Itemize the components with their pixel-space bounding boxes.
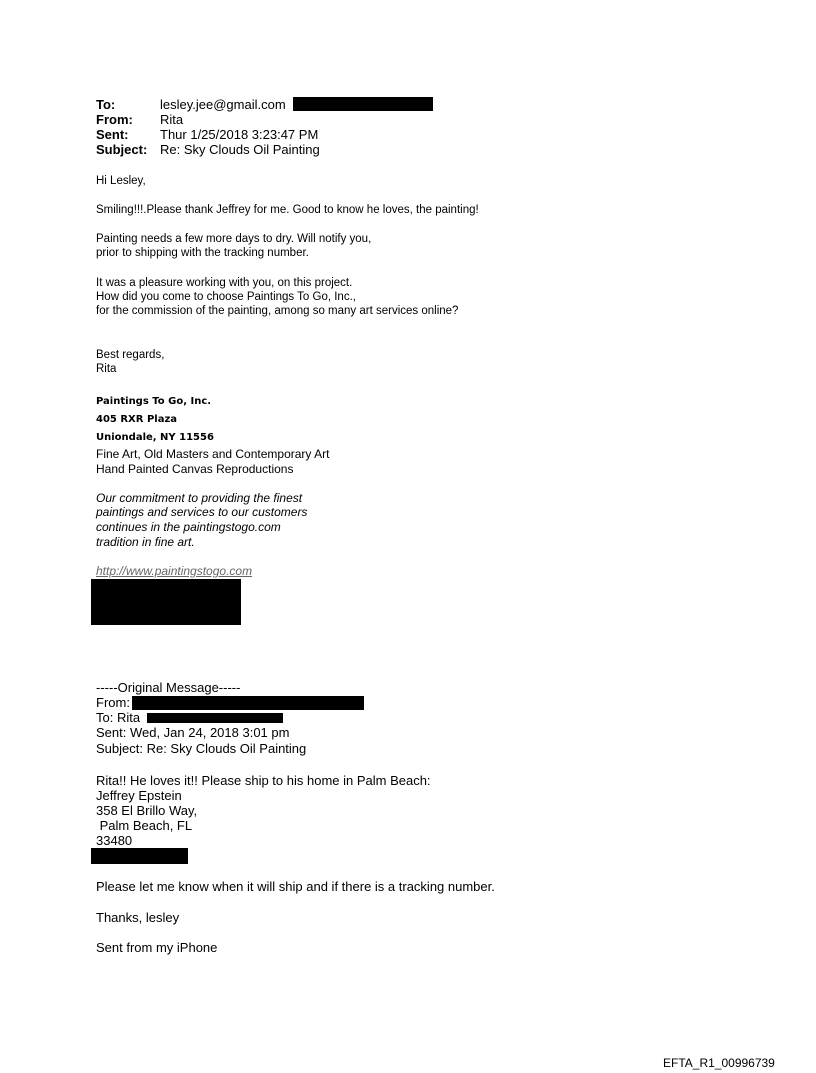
sig-tagline: Fine Art, Old Masters and Contemporary Art	[96, 447, 330, 461]
from-value: Rita	[160, 112, 184, 127]
original-line: Please let me know when it will ship and if there is a tracking number.	[96, 879, 495, 894]
redaction-box	[293, 97, 433, 111]
sent-value: Thur 1/25/2018 3:23:47 PM	[160, 127, 319, 142]
original-from-label: From:	[96, 695, 130, 710]
closing: Best regards,	[96, 349, 165, 361]
body-line: How did you come to choose Paintings To Go, Inc.,	[96, 291, 356, 303]
redaction-box	[91, 848, 188, 864]
original-name: Jeffrey Epstein	[96, 788, 182, 803]
redaction-box	[147, 713, 283, 723]
body-line: Smiling!!!.Please thank Jeffrey for me. Good to know he loves, the painting!	[96, 204, 479, 216]
body-line: It was a pleasure working with you, on this project.	[96, 277, 353, 289]
sig-tagline: Hand Painted Canvas Reproductions	[96, 462, 294, 476]
original-sent-from: Sent from my iPhone	[96, 940, 218, 955]
sig-company: Paintings To Go, Inc.	[96, 396, 212, 407]
original-thanks: Thanks, lesley	[96, 910, 180, 925]
website-link[interactable]: http://www.paintingstogo.com	[96, 564, 253, 578]
body-line: prior to shipping with the tracking number.	[96, 247, 309, 259]
sig-commitment: continues in the paintingstogo.com	[96, 520, 281, 534]
sig-address1: 405 RXR Plaza	[96, 414, 178, 425]
document-id: EFTA_R1_00996739	[663, 1056, 775, 1070]
redaction-box	[91, 579, 241, 625]
original-divider: -----Original Message-----	[96, 680, 241, 695]
body-line: for the commission of the painting, among so many art services online?	[96, 305, 459, 317]
sig-commitment: paintings and services to our customers	[96, 505, 308, 519]
closing-name: Rita	[96, 363, 117, 375]
original-line: Rita!! He loves it!! Please ship to his home in Palm Beach:	[96, 773, 431, 788]
to-value: lesley.jee@gmail.com	[160, 97, 286, 112]
original-subject: Subject: Re: Sky Clouds Oil Painting	[96, 741, 307, 756]
sig-address2: Uniondale, NY 11556	[96, 432, 214, 443]
from-label: From:	[96, 112, 133, 127]
greeting: Hi Lesley,	[96, 175, 146, 187]
redaction-box	[132, 696, 364, 710]
subject-value: Re: Sky Clouds Oil Painting	[160, 142, 320, 157]
to-label: To:	[96, 97, 116, 112]
sig-commitment: Our commitment to providing the finest	[96, 491, 303, 505]
sent-label: Sent:	[96, 127, 129, 142]
original-street: 358 El Brillo Way,	[96, 803, 198, 818]
subject-label: Subject:	[96, 142, 148, 157]
original-city: Palm Beach, FL	[96, 818, 193, 833]
body-line: Painting needs a few more days to dry. Will notify you,	[96, 233, 372, 245]
original-zip: 33480	[96, 833, 133, 848]
original-sent: Sent: Wed, Jan 24, 2018 3:01 pm	[96, 725, 290, 740]
sig-commitment: tradition in fine art.	[96, 535, 195, 549]
original-to: To: Rita	[96, 710, 141, 725]
